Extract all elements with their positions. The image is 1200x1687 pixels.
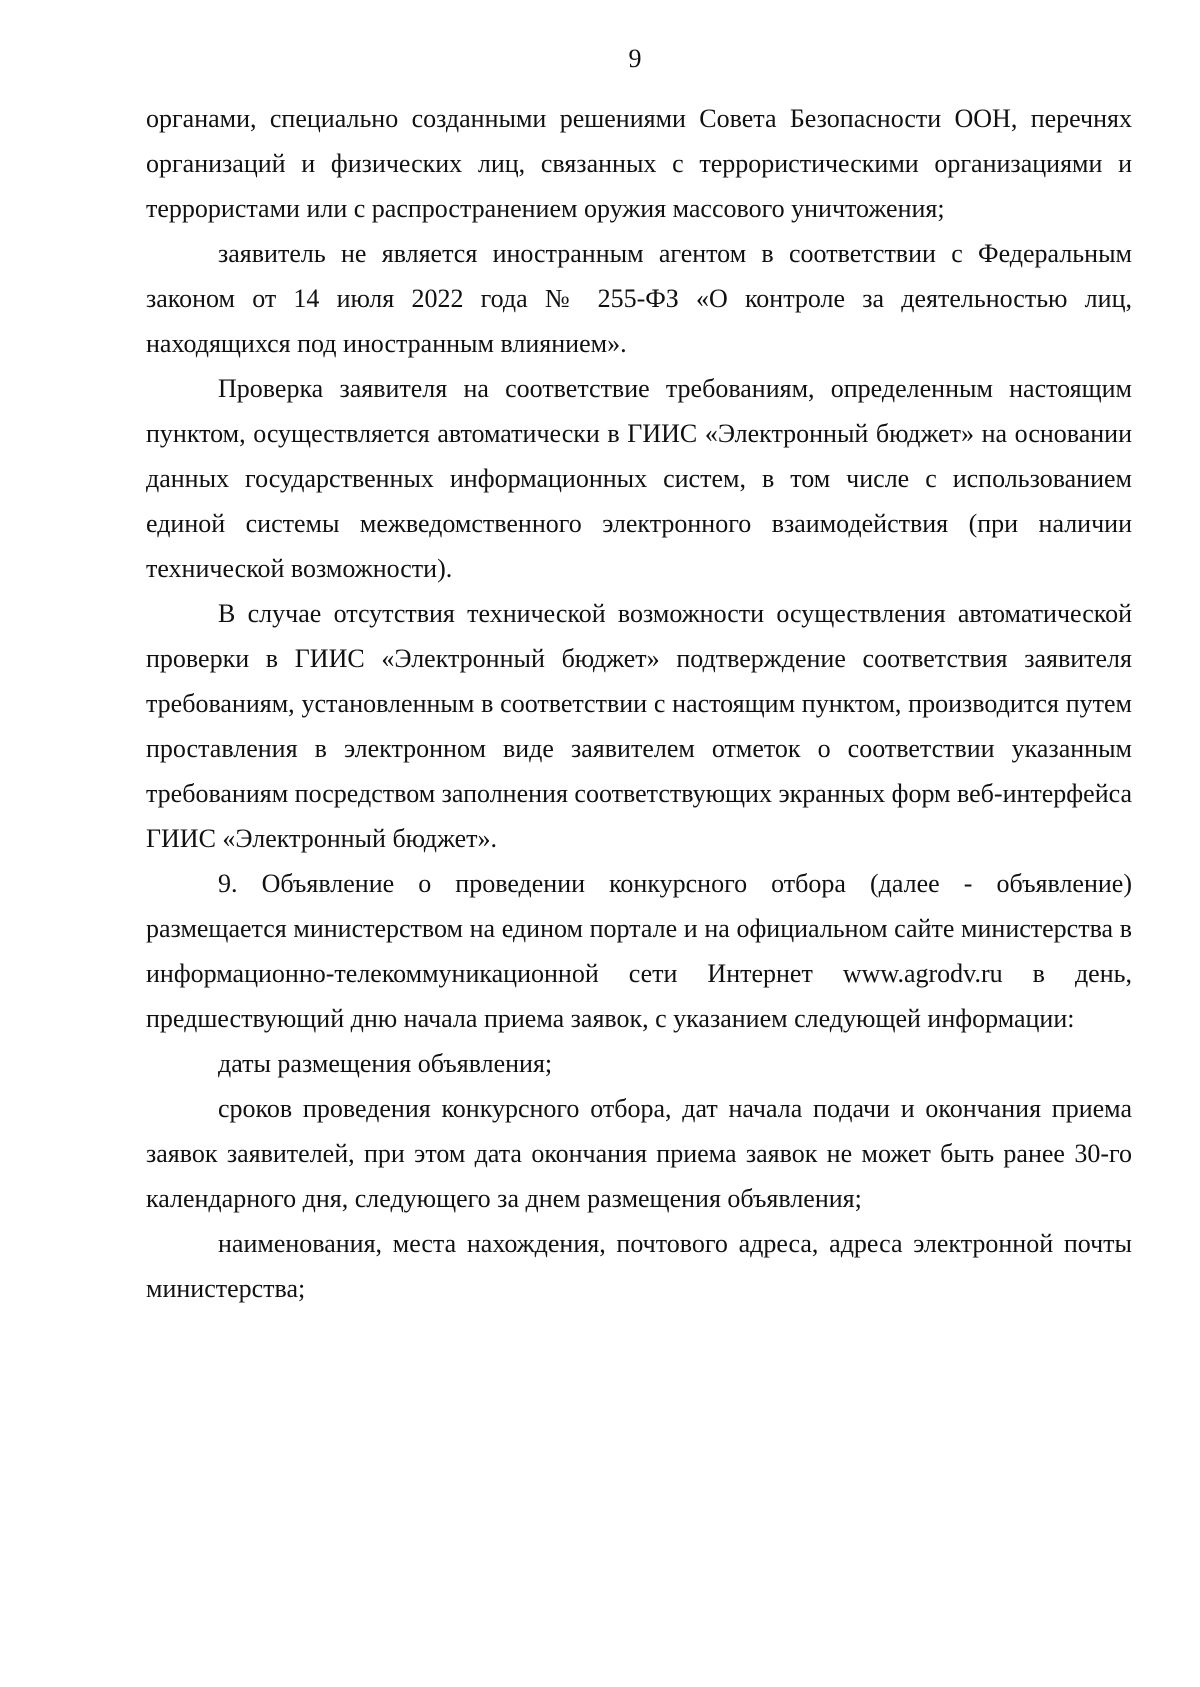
- page-number: 9: [628, 44, 642, 73]
- document-body: [146, 96, 1132, 1311]
- list-item-announcement-date: даты размещения объявления;: [218, 1049, 553, 1078]
- paragraph-manual-confirmation: В случае отсутствия технической возможности осуществления автоматической проверки в ГИИС «Электронный бюджет» подтверждение соответствия заявителя требованиям, установленным в соответствии с настоящим пунктом, производится путем проставления в электронном виде заявителем отметок о соответствии указанным требованиям посредством заполнения соответствующих экранных форм веб-интерфейса ГИИС «Электронный бюджет».: [146, 599, 1132, 853]
- paragraph-foreign-agent: заявитель не является иностранным агентом в соответствии с Федеральным законом от 14 июля 2022 года № 255-ФЗ «О контроле за деятельностью лиц, находящихся под иностранным влиянием».: [146, 239, 1132, 358]
- list-item-selection-dates: сроков проведения конкурсного отбора, дат начала подачи и окончания приема заявок заявителей, при этом дата окончания приема заявок не может быть ранее 30-го календарного дня, следующего за днем размещения объявления;: [146, 1094, 1132, 1213]
- list-item-ministry-contacts: наименования, места нахождения, почтового адреса, адреса электронной почты министерства;: [146, 1229, 1132, 1303]
- paragraph-automatic-check: Проверка заявителя на соответствие требованиям, определенным настоящим пунктом, осуществляется автоматически в ГИИС «Электронный бюджет» на основании данных государственных информационных систем, в том числе с использованием единой системы межведомственного электронного взаимодействия (при наличии технической возможности).: [146, 374, 1132, 583]
- paragraph-announcement: 9. Объявление о проведении конкурсного отбора (далее - объявление) размещается министерством на едином портале и на официальном сайте министерства в информационно-телекоммуникационной сети Интернет www.agrodv.ru в день, предшествующий дню начала приема заявок, с указанием следующей информации:: [146, 869, 1132, 1033]
- paragraph-sanctions-lists: органами, специально созданными решениями Совета Безопасности ООН, перечнях организаций и физических лиц, связанных с террористическими организациями и террористами или с распространением оружия массового уничтожения;: [146, 104, 1132, 223]
